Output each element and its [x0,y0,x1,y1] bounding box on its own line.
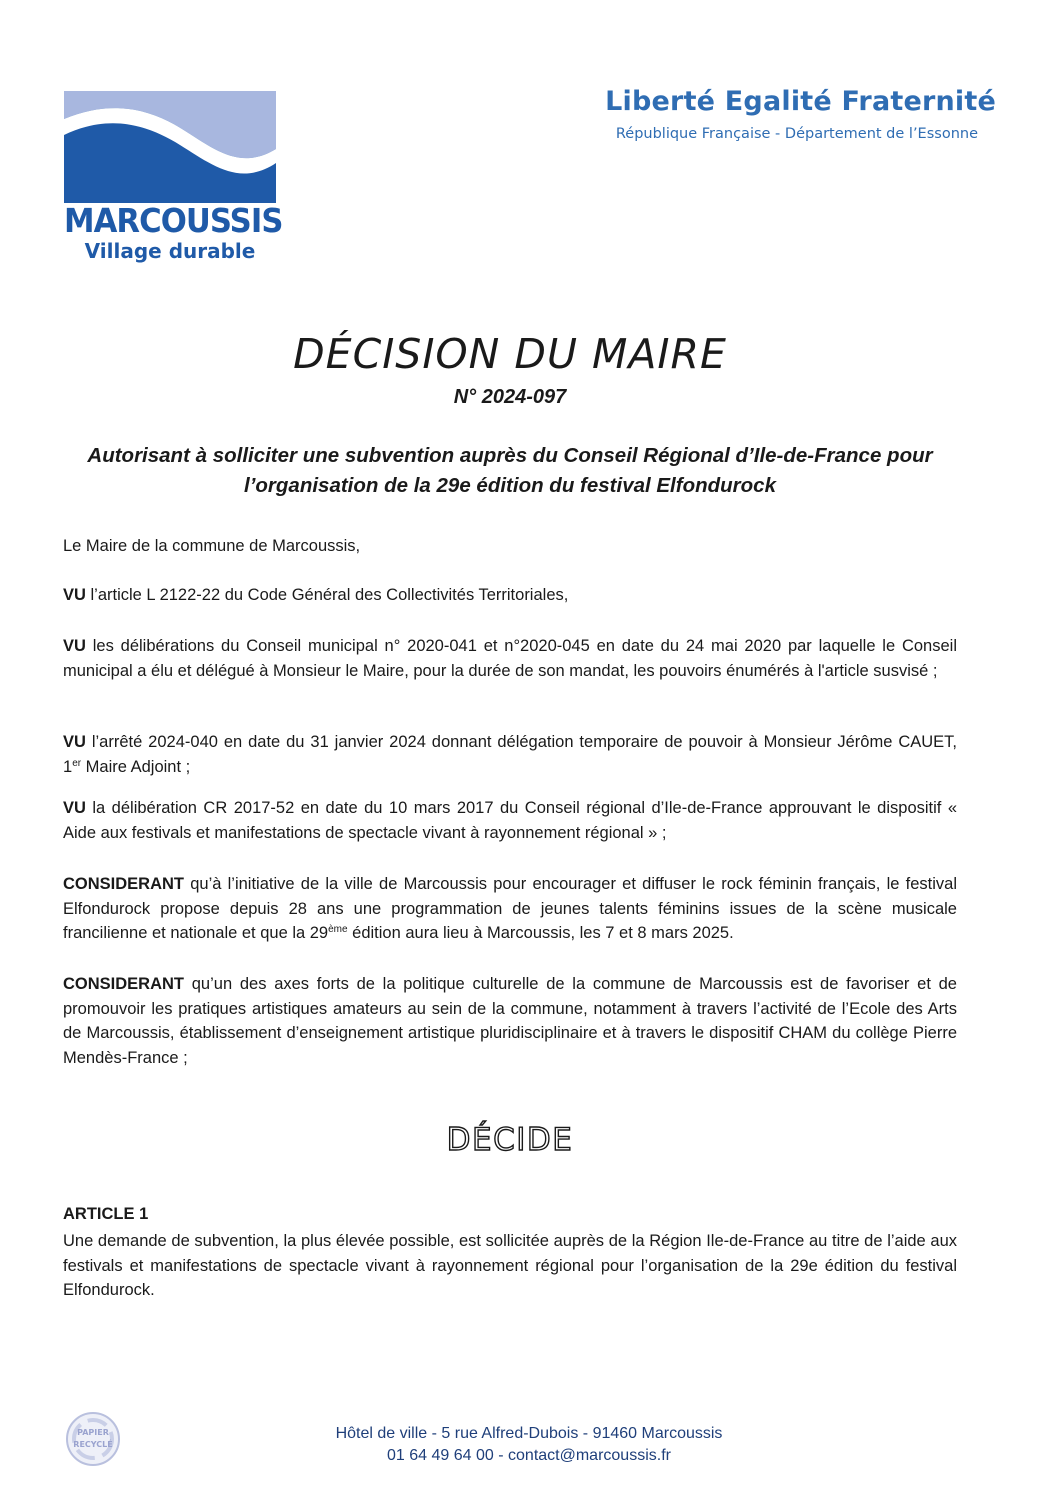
considerant-paragraph-1 [63,872,957,946]
vu-paragraph-2 [63,634,957,683]
considerant-label: CONSIDERANT [63,875,185,893]
recycle-word-2: RECYCLÉ [73,1440,113,1449]
intro-paragraph: Le Maire de la commune de Marcoussis, [63,537,361,555]
ordinal-superscript: ème [328,924,348,935]
vu-text-end: Maire Adjoint ; [81,757,191,776]
document-title: DÉCISION DU MAIRE [293,330,727,378]
ordinal-superscript: er [72,757,82,769]
considerant-label: CONSIDERANT [63,975,185,993]
vu-text: l’article L 2122-22 du Code Général des Collectivités Territoriales, [85,586,569,604]
logo-tagline: Village durable [84,239,256,263]
footer-contact: 01 64 49 64 00 - contact@marcoussis.fr [387,1447,671,1464]
vu-text: la délibération CR 2017-52 en date du 10 mars 2017 du Conseil régional d’Ile-de-France approuvant le dispositif « Aide aux festivals et manifestations de spectacle vivant à rayonnement régional » ; [63,799,957,842]
vu-label: VU [63,799,86,817]
marcoussis-logo [64,91,283,269]
vu-text: les délibérations du Conseil municipal n° 2020-041 et n°2020-045 en date du 24 mai 2020 par laquelle le Conseil municipal a élu et délégué à Monsieur le Maire, pour la durée de son mandat, les pouvoirs énumérés à l'article susvisé ; [63,637,957,680]
vu-text: l’arrêté 2024-040 en date du 31 janvier 2024 donnant délégation temporaire de pouvoir à Monsieur Jérôme CAUET, 1 [63,733,957,776]
logo-name: MARCOUSSIS [64,201,283,240]
vu-label: VU [63,733,86,751]
vu-label: VU [63,586,86,604]
republic-motto: Liberté Egalité Fraternité [605,86,996,117]
vu-paragraph-1 [63,583,957,608]
recycle-word-1: PAPIER [77,1428,109,1437]
vu-paragraph-4 [63,796,957,845]
decision-subject [62,441,958,501]
article-1-label: ARTICLE 1 [63,1205,149,1223]
republic-department: République Française - Département de l’Essonne [615,126,978,142]
vu-label: VU [63,637,86,655]
footer-address: Hôtel de ville - 5 rue Alfred-Dubois - 91460 Marcoussis [335,1425,723,1442]
considerant-text: qu’à l’initiative de la ville de Marcoussis pour encourager et diffuser le rock féminin français, le festival Elfondurock propose depuis 28 ans une programmation de jeunes talents féminins issues de la scène musicale francilienne et nationale et que la 29 [63,875,957,942]
subject-line-2: l’organisation de la 29e édition du festival Elfondurock [244,474,776,497]
considerant-text: qu’un des axes forts de la politique culturelle de la commune de Marcoussis est de favoriser et de promouvoir les pratiques artistiques amateurs au sein de la commune, notamment à travers l’activité de l’Ecole des Arts de Marcoussis, établissement d’enseignement artistique pluridisciplinaire et à travers le dispositif CHAM du collège Pierre Mendès-France ; [63,975,957,1067]
wave-emblem-icon [64,91,276,203]
subject-line-1: Autorisant à solliciter une subvention auprès du Conseil Régional d’Ile-de-France pour [87,444,933,467]
considerant-paragraph-2 [63,972,957,1070]
decide-heading: DÉCIDE [446,1122,574,1158]
vu-paragraph-3 [63,730,957,779]
article-1-text: Une demande de subvention, la plus élevée possible, est sollicitée auprès de la Région Ile-de-France au titre de l’aide aux festivals et manifestations de spectacle vivant à rayonnement régional pour l’organisation de la 29e édition du festival Elfondurock. [63,1232,957,1299]
decision-number: N° 2024-097 [453,386,567,408]
considerant-text-end: édition aura lieu à Marcoussis, les 7 et 8 mars 2025. [347,924,734,942]
